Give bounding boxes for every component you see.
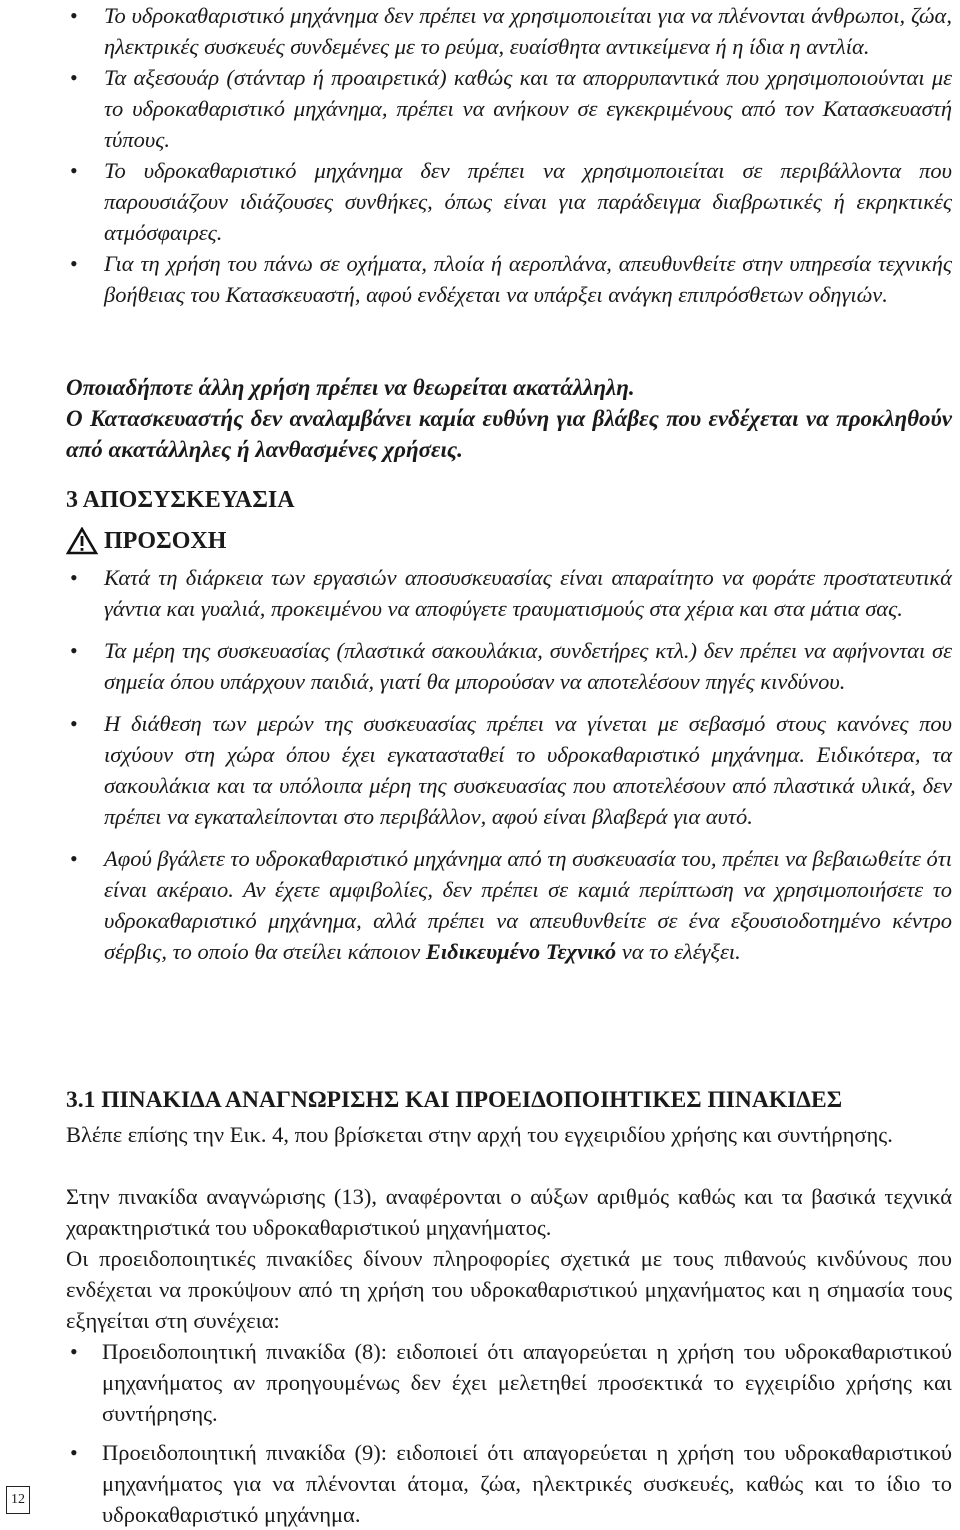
- section-title-unpacking: 3 ΑΠΟΣΥΣΚΕΥΑΣΙΑ: [66, 487, 295, 513]
- list-item: • Προειδοποιητική πινακίδα (9): ειδοποιεί ότι απαγορεύεται η χρήση του υδροκαθαριστικού μηχανήματος για να πλένονται άτομα, ζώα, ηλεκτρικές συσκευές, καθώς και το ίδιο το υδροκαθαριστικό μηχάνημα.: [64, 1437, 952, 1530]
- list-item: • Κατά τη διάρκεια των εργασιών αποσυσκευασίας είναι απαραίτητο να φοράτε προστατευτικά γάντια και γυαλιά, προκειμένου να αποφύγετε τραυματισμούς στα χέρια και στα μάτια σας.: [64, 562, 952, 624]
- list-item: • Προειδοποιητική πινακίδα (8): ειδοποιεί ότι απαγορεύεται η χρήση του υδροκαθαριστικού μηχανήματος αν προηγουμένως δεν έχει μελετηθεί προσεκτικά το εγχειρίδιο χρήσης και συντήρησης.: [64, 1336, 952, 1429]
- warning-improper-use: Οποιαδήποτε άλλη χρήση πρέπει να θεωρείται ακατάλληλη.: [66, 375, 635, 400]
- list-item: • Το υδροκαθαριστικό μηχάνημα δεν πρέπει να χρησιμοποιείται για να πλένονται άνθρωποι, ζώα, ηλεκτρικές συσκευές συνδεμένες με το ρεύμα, ευαίσθητα αντικείμενα ή η ίδια η αντλία.: [64, 0, 952, 62]
- inspect-text: Αφού βγάλετε το υδροκαθαριστικό μηχάνημα από τη συσκευασία του, πρέπει να βεβαιωθείτε ότι είναι ακέραιο. Αν έχετε αμφιβολίες, δεν πρέπει σε καμιά περίπτωση να χρησιμοποιήσετε το υδροκαθαριστικό μηχάνημα, αλλά πρέπει να απευθυνθείτε σε ένα εξουσιοδοτημένο κέντρο σέρβις, το οποίο θα στείλει κάποιον: [104, 846, 953, 964]
- list-item: • Τα μέρη της συσκευασίας (πλαστικά σακουλάκια, συνδετήρες κτλ.) δεν πρέπει να αφήνονται σε σημεία όπου υπάρχουν παιδιά, γιατί θα μπορούσαν να αποτελέσουν πηγές κινδύνου.: [64, 635, 952, 697]
- section-title-plates: 3.1 ΠΙΝΑΚΙΔΑ ΑΝΑΓΝΩΡΙΣΗΣ ΚΑΙ ΠΡΟΕΙΔΟΠΟΙΗΤΙΚΕΣ ΠΙΝΑΚΙΔΕΣ: [66, 1087, 843, 1113]
- caution-title: ΠΡΟΣΟΧΗ: [104, 527, 227, 554]
- unpacking-bullet-list: [64, 562, 952, 967]
- list-item: [64, 708, 952, 832]
- paragraph-see-fig: Βλέπε επίσης την Εικ. 4, που βρίσκεται στην αρχή του εγχειριδίου χρήσης και συντήρησης.: [66, 1122, 893, 1147]
- caution-heading: [66, 527, 954, 555]
- warning-triangle-icon: [66, 527, 98, 555]
- page-number: 12: [6, 1486, 30, 1514]
- inspect-text-end: να το ελέγξει.: [616, 939, 741, 964]
- list-item: [64, 843, 952, 967]
- safety-bullet-list: [64, 0, 952, 310]
- plates-bullet-list: [64, 1336, 952, 1530]
- list-item: • Το υδροκαθαριστικό μηχάνημα δεν πρέπει να χρησιμοποιείται σε περιβάλλοντα που παρουσιάζουν ιδιάζουσες συνθήκες, όπως είναι για παράδειγμα διαβρωτικές ή εκρηκτικές ατμόσφαιρες.: [64, 155, 952, 248]
- disposal-text: Η διάθεση των μερών της συσκευασίας πρέπει να γίνεται με σεβασμό στους κανόνες που ισχύουν στη χώρα όπου έχει εγκατασταθεί το υδροκαθαριστικό μηχάνημα. Ειδικότερα, τα σακουλάκια και τα υπόλοιπα μέρη της συσκευασίας που αποτελέσουν από πλαστικά υλικά, δεν πρέπει να εγκαταλείπονται στο περιβάλλον, αφού είναι βλαβερά για αυτό.: [104, 711, 952, 829]
- warning-liability: Ο Κατασκευαστής δεν αναλαμβάνει καμία ευθύνη για βλάβες που ενδέχεται να προκληθούν από ακατάλληλες ή λανθασμένες χρήσεις.: [66, 406, 952, 462]
- paragraph-warning-plates: Οι προειδοποιητικές πινακίδες δίνουν πληροφορίες σχετικά με τους πιθανούς κινδύνους που ενδέχεται να προκύψουν από τη χρήση του υδροκαθαριστικού μηχανήματος και η σημασία τους εξηγείται στη συνέχεια:: [66, 1246, 952, 1333]
- paragraph-id-plate: Στην πινακίδα αναγνώρισης (13), αναφέρονται ο αύξων αριθμός καθώς και τα βασικά τεχνικά χαρακτηριστικά του υδροκαθαριστικού μηχανήματος.: [66, 1184, 952, 1240]
- list-item: • Για τη χρήση του πάνω σε οχήματα, πλοία ή αεροπλάνα, απευθυνθείτε στην υπηρεσία τεχνικής βοήθειας του Κατασκευαστή, αφού ενδέχεται να υπάρξει ανάγκη επιπρόσθετων οδηγιών.: [64, 248, 952, 310]
- list-item: • Τα αξεσουάρ (στάνταρ ή προαιρετικά) καθώς και τα απορρυπαντικά που χρησιμοποιούνται με το υδροκαθαριστικό μηχάνημα, πρέπει να ανήκουν σε εγκεκριμένους από τον Κατασκευαστή τύπους.: [64, 62, 952, 155]
- specialized-technician: Ειδικευμένο Τεχνικό: [425, 939, 617, 964]
